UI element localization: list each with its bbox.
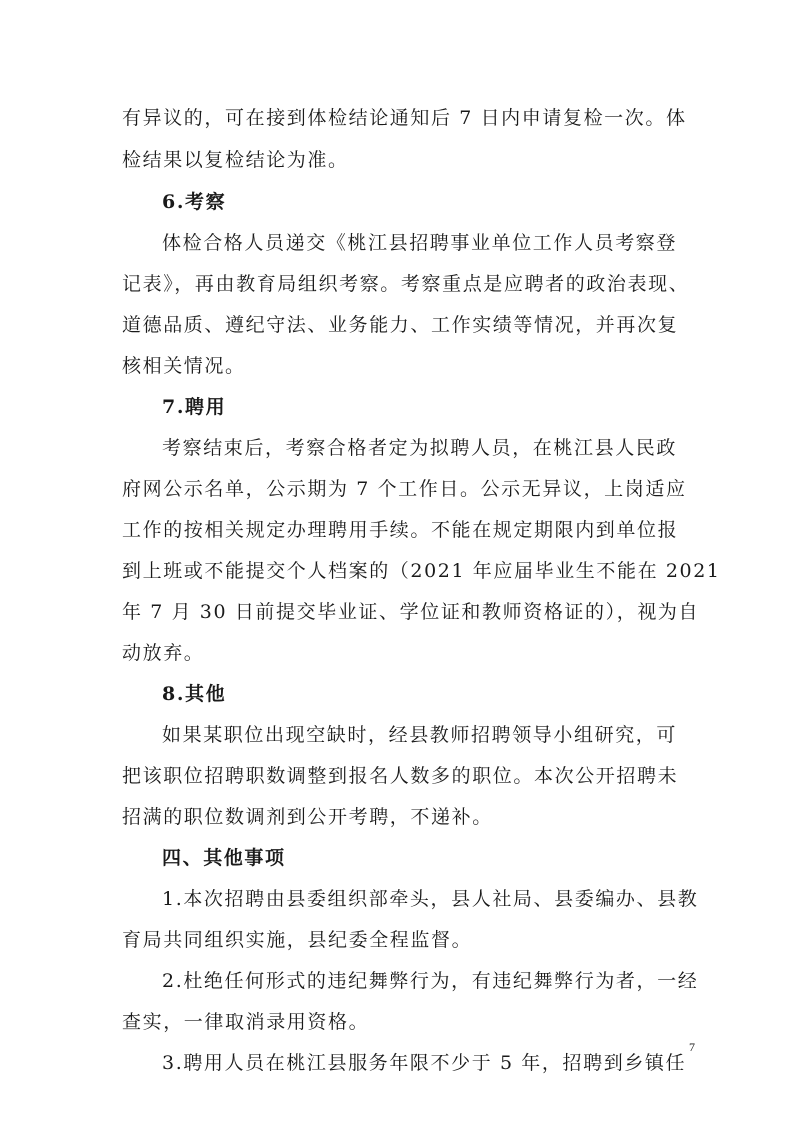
paragraph-line: 记表》，再由教育局组织考察。考察重点是应聘者的政治表现、	[122, 273, 690, 295]
paragraph-line: 工作的按相关规定办理聘用手续。不能在规定期限内到单位报	[122, 519, 679, 541]
paragraph-line: 动放弃。	[122, 642, 205, 664]
section-heading-7: 7.聘用	[162, 396, 227, 418]
section-heading-6: 6.考察	[162, 191, 227, 213]
page-number: 7	[689, 1040, 695, 1054]
paragraph-line: 体检合格人员递交《桃江县招聘事业单位工作人员考察登	[162, 232, 678, 254]
paragraph-line: 府网公示名单，公示期为 7 个工作日。公示无异议，上岗适应	[122, 478, 687, 500]
paragraph-line: 招满的职位数调剂到公开考聘，不递补。	[122, 806, 493, 828]
paragraph-line: 到上班或不能提交个人档案的（2021 年应届毕业生不能在 2021	[122, 560, 721, 582]
paragraph-line: 查实，一律取消录用资格。	[122, 1011, 370, 1033]
section-heading-8: 8.其他	[162, 683, 227, 705]
paragraph-line: 如果某职位出现空缺时，经县教师招聘领导小组研究，可	[162, 724, 678, 746]
paragraph-line: 把该职位招聘职数调整到报名人数多的职位。本次公开招聘未	[122, 765, 679, 787]
paragraph-line: 年 7 月 30 日前提交毕业证、学位证和教师资格证的），视为自	[122, 601, 700, 623]
paragraph-line: 检结果以复检结论为准。	[122, 149, 349, 171]
paragraph-line: 1.本次招聘由县委组织部牵头，县人社局、县委编办、县教	[162, 888, 699, 910]
section-heading-4: 四、其他事项	[162, 847, 286, 869]
paragraph-line: 育局共同组织实施，县纪委全程监督。	[122, 929, 473, 951]
paragraph-line: 2.杜绝任何形式的违纪舞弊行为，有违纪舞弊行为者，一经	[162, 970, 699, 992]
paragraph-line: 道德品质、遵纪守法、业务能力、工作实绩等情况，并再次复	[122, 314, 679, 336]
paragraph-line: 核相关情况。	[122, 355, 246, 377]
paragraph-line: 3.聘用人员在桃江县服务年限不少于 5 年，招聘到乡镇任	[162, 1052, 687, 1074]
paragraph-line: 有异议的，可在接到体检结论通知后 7 日内申请复检一次。体	[122, 107, 687, 129]
paragraph-line: 考察结束后，考察合格者定为拟聘人员，在桃江县人民政	[162, 437, 678, 459]
